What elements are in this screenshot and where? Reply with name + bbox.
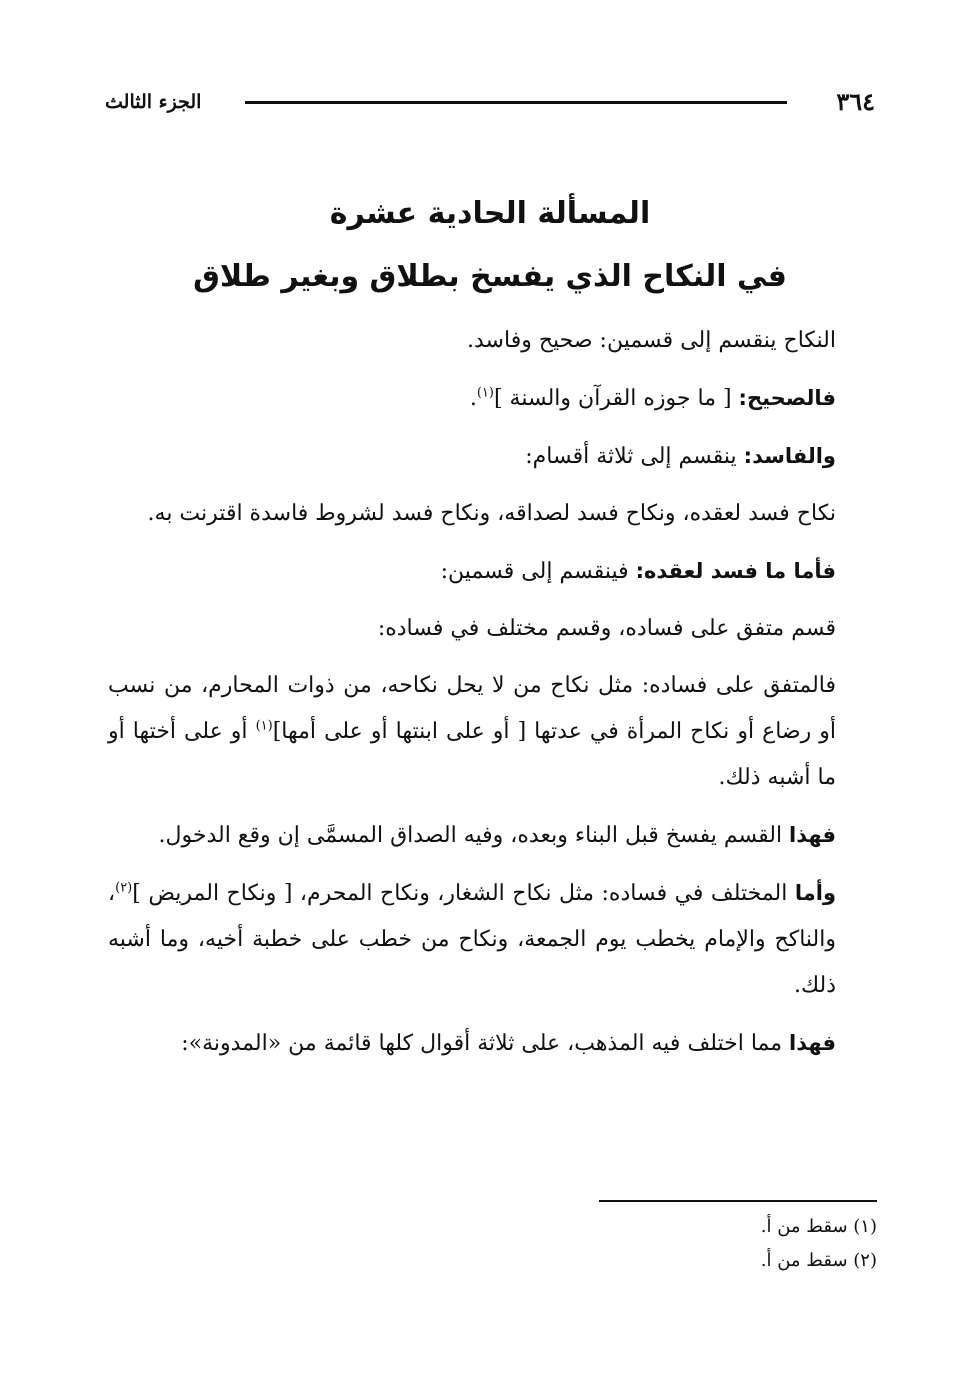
paragraph-lead: فهذا [789,823,836,847]
paragraph: فالصحيح: [ ما جوزه القرآن والسنة ]$^{(١)}$. [469,385,836,411]
chapter-subtitle: في النكاح الذي يفسخ بطلاق وبغير طلاق [193,259,787,294]
footnote-ref[interactable]: (٢) [115,880,133,896]
paragraph: فهذا القسم يفسخ قبل البناء وبعده، وفيه الصداق المسمَّى إن وقع الدخول. [158,823,836,848]
body-text [108,318,836,1078]
paragraph: فهذا مما اختلف فيه المذهب، على ثلاثة أقوال كلها قائمة من «المدونة»: [181,1031,836,1056]
paragraph-lead: وأما [794,881,836,905]
paragraph-lead: فهذا [789,1031,836,1055]
part-title: الجزء الثالث [105,91,202,113]
paragraph-lead: فأما ما فسد لعقده: [635,559,836,583]
page-header [105,82,875,122]
footnotes [477,1210,877,1278]
paragraph: والفاسد: ينقسم إلى ثلاثة أقسام: [525,444,836,469]
footnote: (١) سقط من أ. [760,1216,877,1237]
paragraph: وأما المختلف في فساده: مثل نكاح الشغار، ونكاح المحرم، [ ونكاح المريض ]$^{(٢)}$، والناكح والإمام يخطب يوم الجمعة، ونكاح من خطب على خطبة أخيه، وما أشبه ذلك. [108,880,836,998]
paragraph: قسم متفق على فساده، وقسم مختلف في فساده: [377,616,836,641]
paragraph: فأما ما فسد لعقده: فينقسم إلى قسمين: [440,559,836,584]
paragraph: النكاح ينقسم إلى قسمين: صحيح وفاسد. [467,328,836,353]
paragraph-lead: فالصحيح: [738,386,836,410]
paragraph: نكاح فسد لعقده، ونكاح فسد لصداقه، ونكاح فسد لشروط فاسدة اقترنت به. [147,501,836,526]
paragraph: فالمتفق على فساده: مثل نكاح من لا يحل نكاحه، من ذوات المحارم، من نسب أو رضاع أو نكاح المرأة في عدتها [ أو على ابنتها أو على أمها]$^{(١)}$ أو على أختها أو ما أشبه ذلك. [108,673,836,790]
footnote-separator [599,1200,877,1202]
page-number: ٣٦٤ [836,87,875,116]
chapter-title: المسألة الحادية عشرة [329,196,651,231]
footnote: (٢) سقط من أ. [760,1250,877,1271]
footnote-ref[interactable]: (١) [476,385,494,401]
header-rule [245,101,787,104]
footnote-ref[interactable]: (١) [255,718,273,734]
paragraph-lead: والفاسد: [743,444,836,468]
